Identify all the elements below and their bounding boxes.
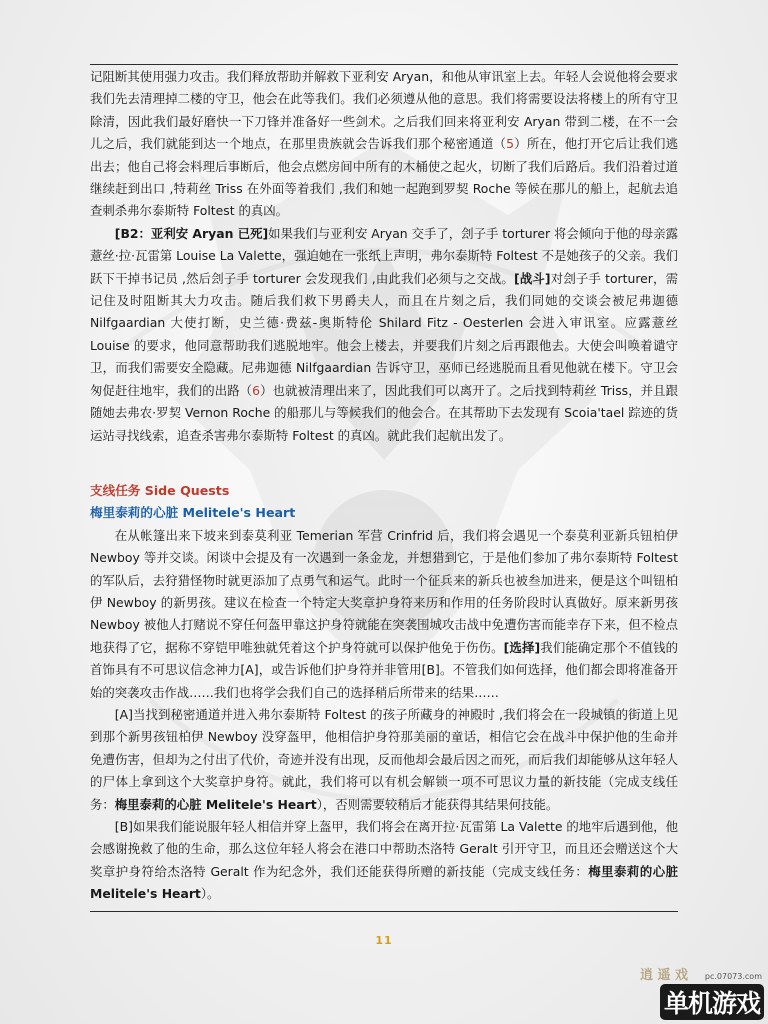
section-title: 支线任务 Side Quests: [90, 482, 230, 498]
paragraph-aryan-dead: [B2：亚利安 Aryan 已死]如果我们与亚利安 Aryan 交手了，刽子手 torturer 将会倾向于他的母亲露薏丝·拉·瓦雷第 Louise La Valette，强迫她在一张纸上声明，弗尔泰斯特 Foltest 不是她孩子的父亲。我们跃下干掉书记员 ,然后刽子手 torturer 会发现我们 ,由此我们必须与之交战。[战斗]对刽子手 torturer，需记住及时阻断其大力攻击。随后我们救下男爵夫人，而且在片刻之后，我们同她的交谈会被尼弗迦德 Nilfgaardian 大使打断，史兰德·费兹-奥斯特伦 Shilard Fitz - Oesterlen 会进入审讯室。应露薏丝 Louise 的要求，他同意帮助我们逃脱地牢。他会上楼去，并要我们片刻之后再跟他去。大使会叫唤着谴守卫，而我们需要安全隐藏。尼弗迦德 Nilfgaardian 告诉守卫，巫师已经逃脱而且看见他就在楼下。守卫会匆促赶往地牢，我们的出路（6）也就被清理出来了，因此我们可以离开了。之后找到特莉丝 Triss，并且跟随她去弗农·罗契 Vernon Roche 的船那儿与等候我们的他会合。在其帮助下去发现有 Scoia'tael 踪迹的货运站寻找线索，追查杀害弗尔泰斯特 Foltest 的真凶。就此我们起航出发了。: [90, 225, 679, 443]
document-body: [90, 66, 678, 906]
bottom-rule: [90, 911, 678, 912]
logo-emblem: 逍 遥 戏: [640, 968, 689, 983]
paragraph-choice-a: [A]当找到秘密通道并进入弗尔泰斯特 Foltest 的孩子所藏身的神殿时 ,我们将会在一段城镇的街道上见到那个新男孩钮柏伊 Newboy 没穿盔甲，他相信护身符那美丽的童话，相信它会在战斗中保护他的生命并免遭伤害，但却为之付出了代价，奇迹并没有出现，反而他却会最后因之而死，而后我们却能够从这年轻人的尸体上拿到这个大奖章护身符。就此，我们将可以有机会解锁一项不可思议力量的新技能（完成支线任务：梅里泰莉的心脏 Melitele's Heart），否则需要较稍后才能获得其结果何技能。: [90, 706, 678, 812]
paragraph-choice-b: [B]如果我们能说服年轻人相信并穿上盔甲，我们将会在离开拉·瓦雷第 La Valette 的地牢后遇到他，他会感谢挽救了他的生命，那么这位年轻人将会在港口中帮助杰洛特 Geralt 引开守卫，而且还会赠送这个大奖章护身符给杰洛特 Geralt 作为纪念外，我们还能获得所赠的新技能（完成支线任务：梅里泰莉的心脏 Melitele's Heart）。: [90, 819, 678, 902]
top-rule: [90, 64, 678, 65]
page-number: 11: [375, 934, 393, 947]
quest-title: 梅里泰莉的心脏 Melitele's Heart: [90, 505, 296, 521]
logo-brand: 单机游戏: [660, 984, 764, 1020]
paragraph-newboy: 在从帐篷出来下坡来到泰莫利亚 Temerian 军营 Crinfrid 后，我们将会遇见一个泰莫利亚新兵钮柏伊 Newboy 等并交谈。闲谈中会提及有一次遇到一条金龙，并想猎到它，于是他们参加了弗尔泰斯特 Foltest 的军队后，去狩猎怪物时就更添加了点勇气和运气。此时一个征兵来的新兵也被叁加进来，便是这个叫钮柏伊 Newboy 的新男孩。建议在检查一个特定大奖章护身符来历和作用的任务阶段时认真做好。原来新男孩 Newboy 被他人打赌说不穿任何盔甲靠这护身符就能在突袭围城攻击战中免遭伤害而能幸存下来，但不检点地获得了它，据称不穿铠甲唯独就凭着这个护身符就可以保护他免于伤伤。[选择]我们能确定那个不值钱的首饰具有不可思议信念神力[A]，或告诉他们护身符并非管用[B]。不管我们如何选择，他们都会即将准备开始的突袭攻击作战……我们也将学会我们自己的选择稍后所带来的结果……: [90, 527, 679, 700]
paragraph-escape: 记阻断其使用强力攻击。我们释放帮助并解救下亚利安 Aryan，和他从审讯室上去。年轻人会说他将会要求我们先去清理掉二楼的守卫，他会在此等我们。我们必须遵从他的意思。我们将需要设法将楼上的所有守卫除清，因此我们最好磨快一下刀锋并准备好一些剑术。之后我们回来将亚利安 Aryan 带到二楼，在不一会儿之后，我们就能到达一个地点，在那里贵族就会告诉我们那个秘密通道（5）所在，他打开它后让我们逃出去；他自己将会料理后事断后，他会点燃房间中所有的木桶使之起火，切断了我们后路后。我们沿着过道继续赶到出口 ,特莉丝 Triss 在外面等着我们 ,我们和她一起跑到罗契 Roche 等候在那儿的船上，起航去追查刺杀弗尔泰斯特 Foltest 的真凶。: [90, 69, 679, 219]
logo-url: pc.07073.com: [704, 972, 762, 981]
site-logo: [640, 962, 768, 1024]
